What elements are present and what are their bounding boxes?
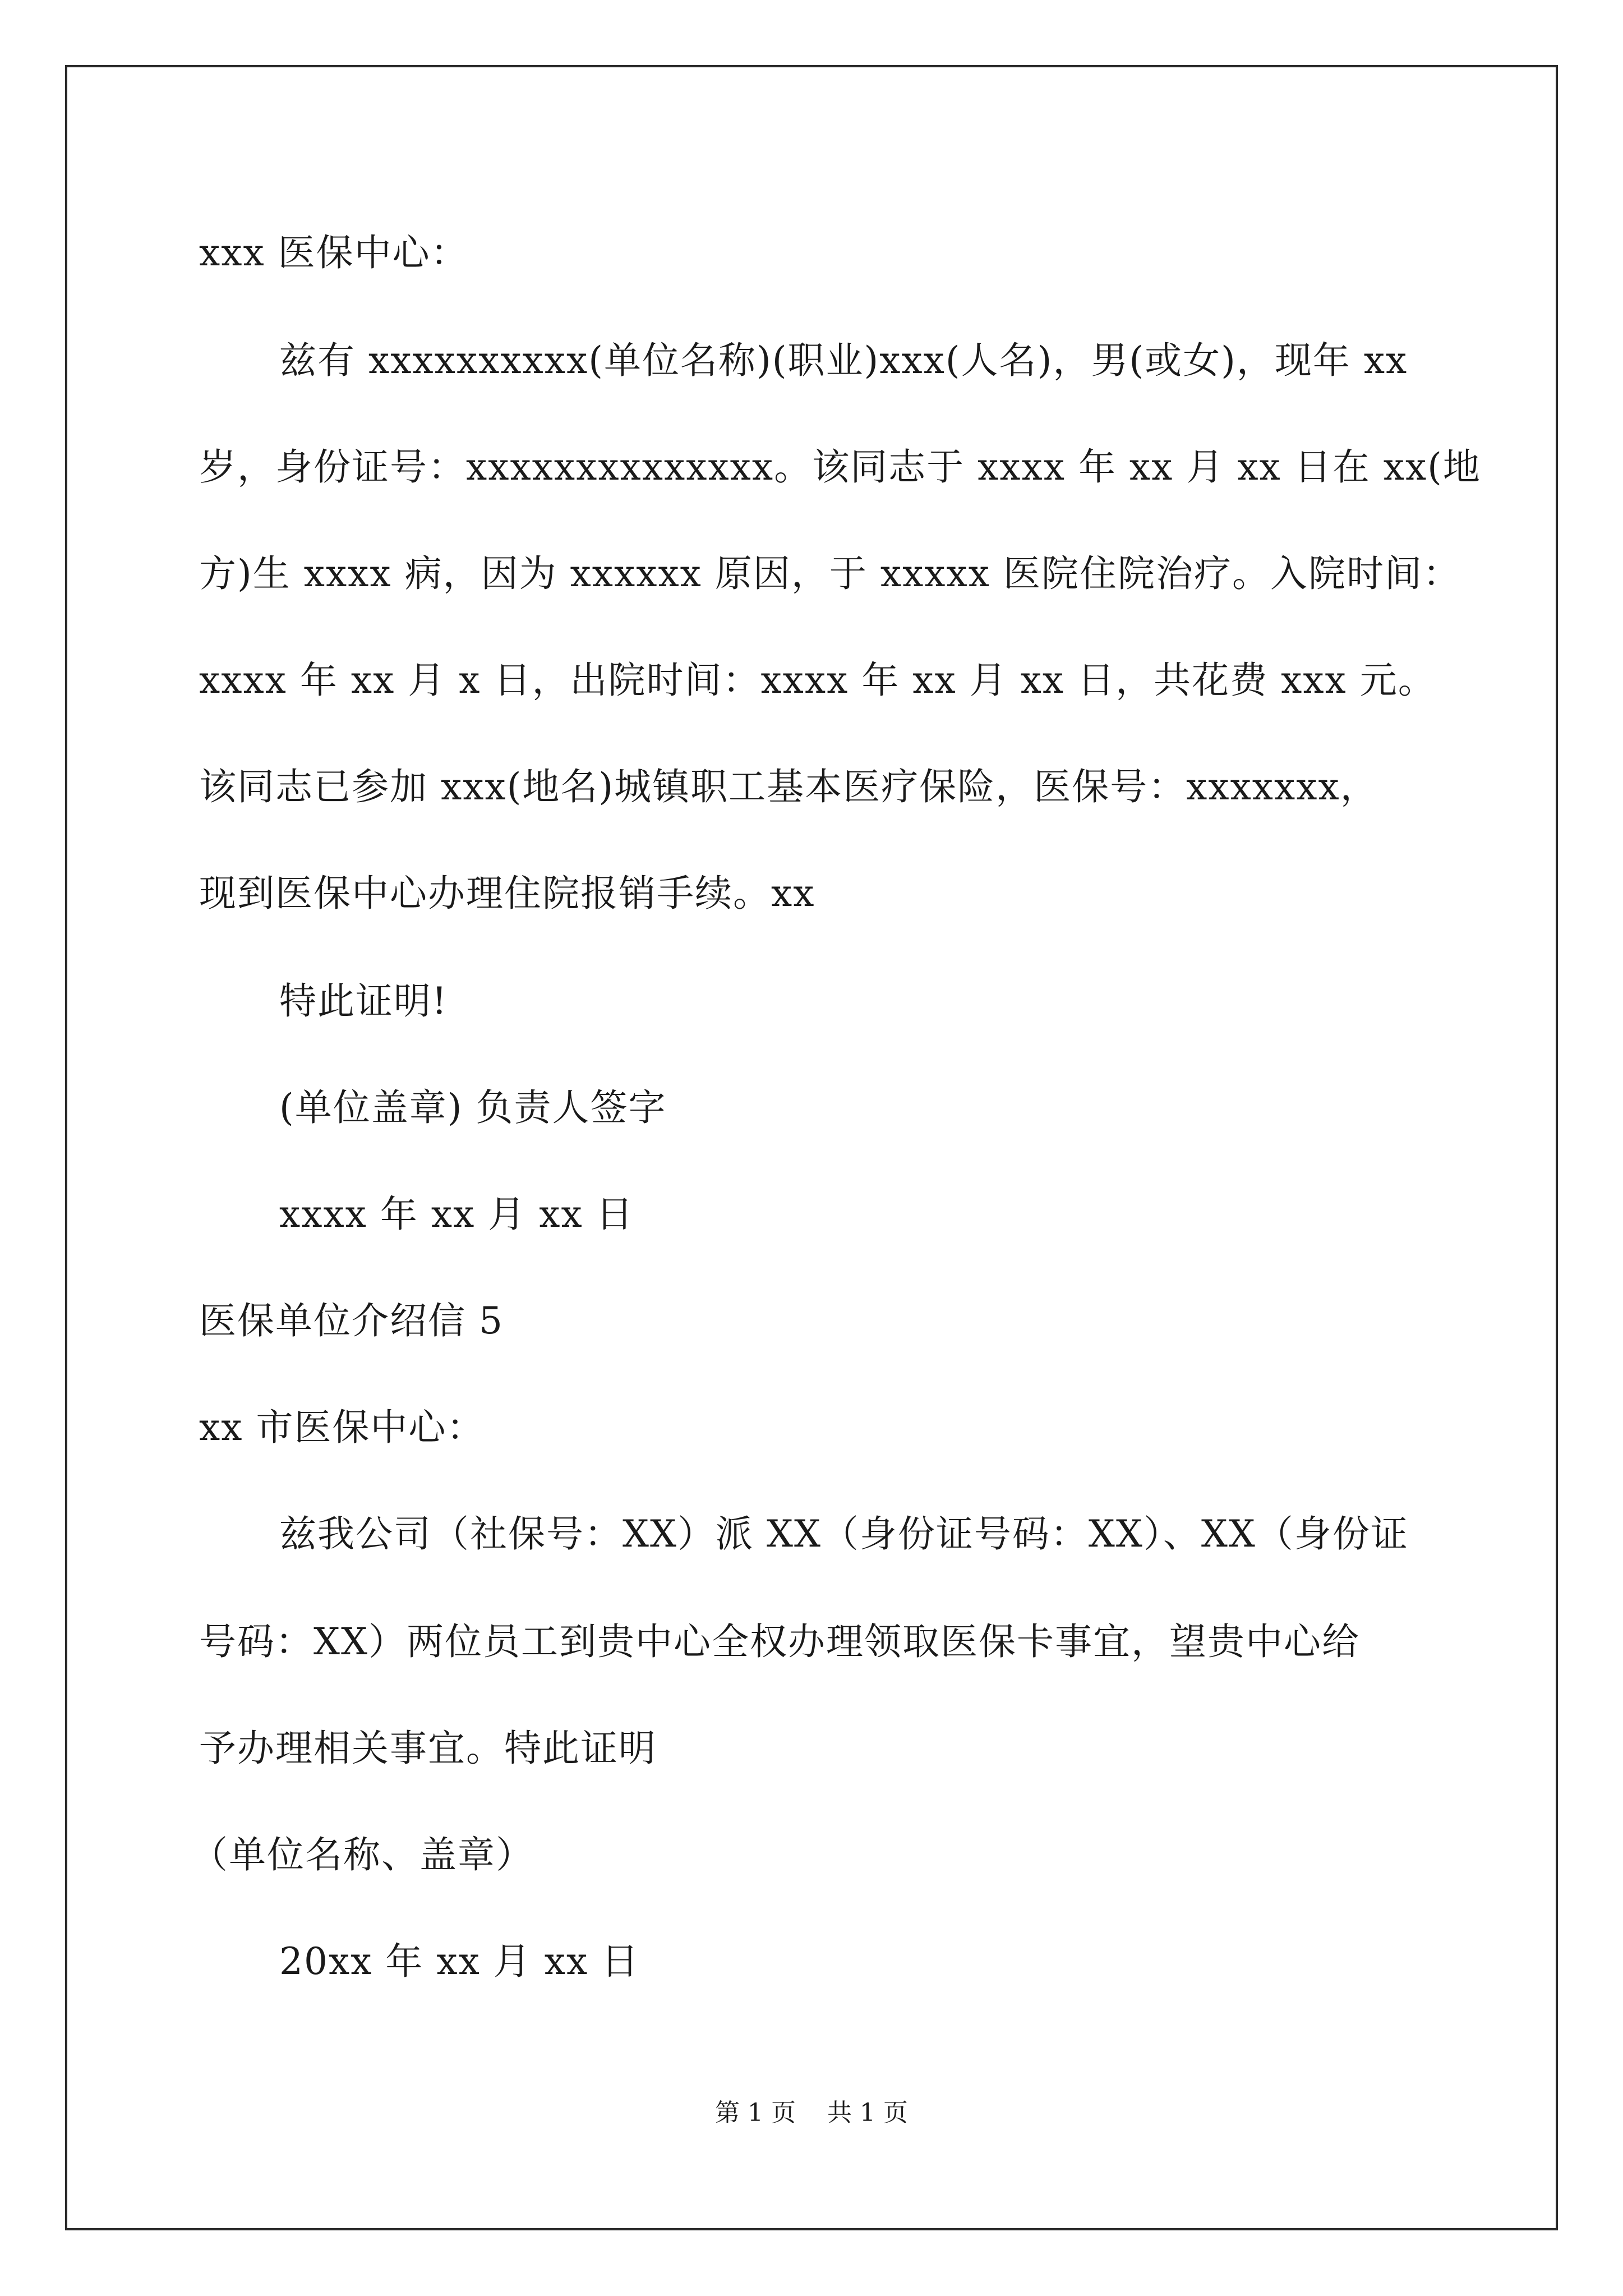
letter1-seal-signature: (单位盖章) 负责人签字 <box>279 1086 667 1129</box>
section-title: 医保单位介绍信 5 <box>199 1299 504 1342</box>
page-border <box>65 65 1558 2230</box>
letter2-body-line: 兹我公司（社保号：XX）派 XX（身份证号码：XX）、XX（身份证 <box>279 1512 1409 1556</box>
letter1-body-line: xxxx 年 xx 月 x 日，出院时间：xxxx 年 xx 月 xx 日，共花费 xxx 元。 <box>199 659 1436 702</box>
letter1-body-line: 兹有 xxxxxxxxxx(单位名称)(职业)xxx(人名)，男(或女)，现年 xx <box>279 339 1408 382</box>
letter1-date: xxxx 年 xx 月 xx 日 <box>279 1193 634 1236</box>
letter1-closing: 特此证明! <box>279 979 448 1023</box>
letter2-salutation: xx 市医保中心： <box>199 1406 485 1449</box>
letter1-body-line: 方)生 xxxx 病，因为 xxxxxx 原因，于 xxxxx 医院住院治疗。入院时间： <box>199 552 1461 595</box>
page-footer: 第 1 页 共 1 页 <box>715 2099 908 2127</box>
letter1-salutation: xxx 医保中心： <box>199 231 469 274</box>
letter2-body-line: 号码：XX）两位员工到贵中心全权办理领取医保卡事宜，望贵中心给 <box>199 1620 1360 1663</box>
letter1-body-line: 岁，身份证号：xxxxxxxxxxxxxx。该同志于 xxxx 年 xx 月 xx 日在 xx(地 <box>199 445 1481 489</box>
letter2-unit: （单位名称、盖章） <box>191 1833 534 1876</box>
letter2-body-line: 予办理相关事宜。特此证明 <box>199 1727 657 1770</box>
letter2-date: 20xx 年 xx 月 xx 日 <box>279 1940 640 1983</box>
letter1-body-line: 该同志已参加 xxx(地名)城镇职工基本医疗保险，医保号：xxxxxxx， <box>199 765 1378 808</box>
letter1-body-line: 现到医保中心办理住院报销手续。xx <box>199 872 815 915</box>
